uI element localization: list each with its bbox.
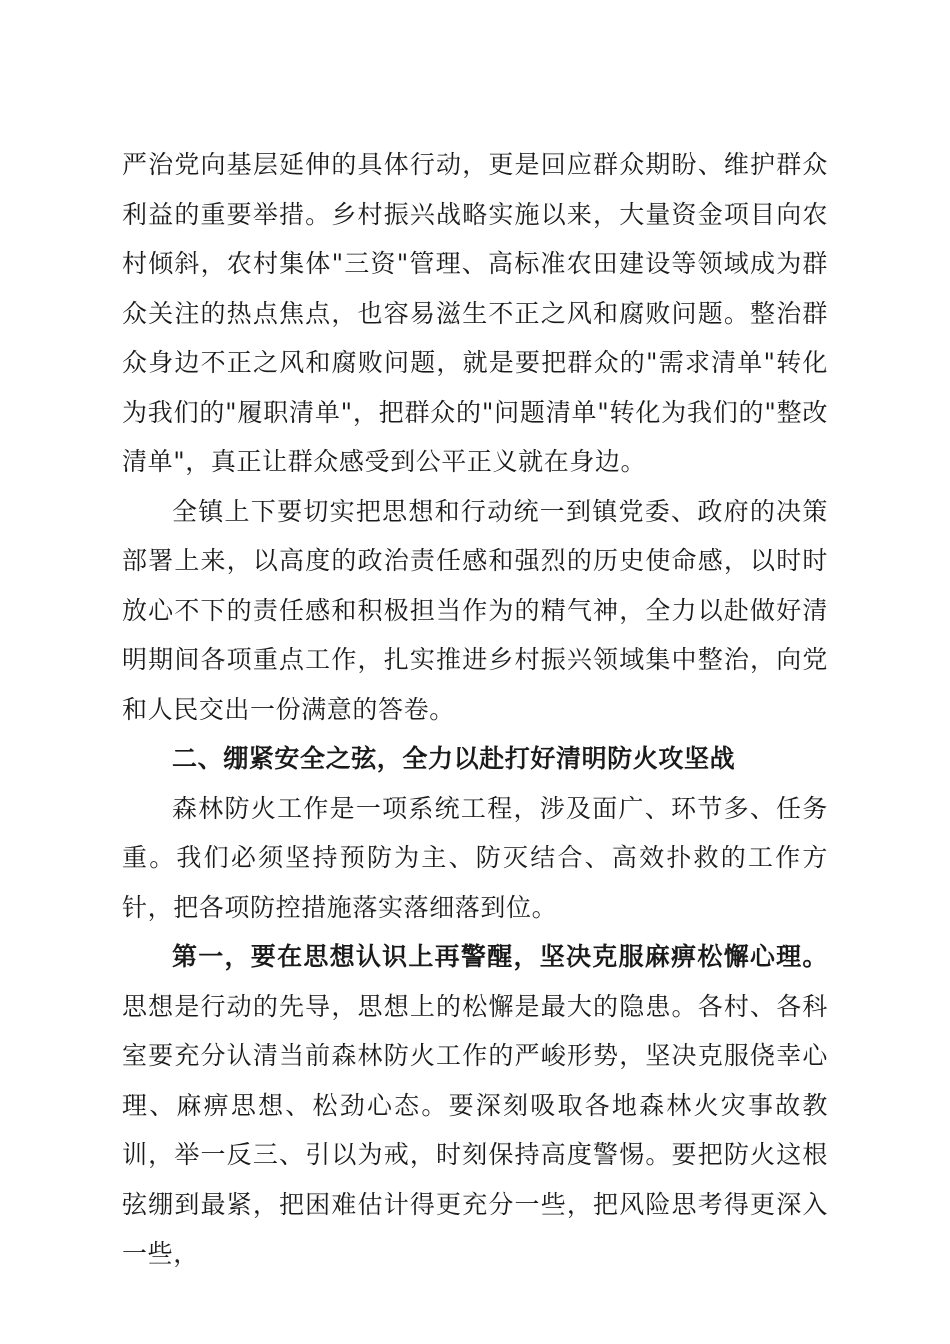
document-body [122,140,828,1279]
paragraph-first-point [122,932,828,1279]
paragraph-party-decision: 全镇上下要切实把思想和行动统一到镇党委、政府的决策部署上来，以高度的政治责任感和强烈的历史使命感，以时时放心不下的责任感和积极担当作为的精气神，全力以赴做好清明期间各项重点工作，扎实推进乡村振兴领域集中整治，向党和人民交出一份满意的答卷。 [122,496,828,724]
paragraph-continuation: 严治党向基层延伸的具体行动，更是回应群众期盼、维护群众利益的重要举措。乡村振兴战略实施以来，大量资金项目向农村倾斜，农村集体"三资"管理、高标准农田建设等领域成为群众关注的热点焦点，也容易滋生不正之风和腐败问题。整治群众身边不正之风和腐败问题，就是要把群众的"需求清单"转化为我们的"履职清单"，把群众的"问题清单"转化为我们的"整改清单"，真正让群众感受到公平正义就在身边。 [122,150,828,476]
first-point-lead-sentence: 第一，要在思想认识上再警醒，坚决克服麻痹松懈心理。 [172,942,828,971]
section-heading-fire-prevention: 二、绷紧安全之弦，全力以赴打好清明防火攻坚战 [172,744,736,773]
first-point-body: 思想是行动的先导，思想上的松懈是最大的隐患。各村、各科室要充分认清当前森林防火工作的严峻形势，坚决克服侥幸心理、麻痹思想、松劲心态。要深刻吸取各地森林火灾事故教训，举一反三、引以为戒，时刻保持高度警惕。要把防火这根弦绷到最紧，把困难估计得更充分一些，把风险思考得更深入一些， [122,991,828,1268]
paragraph-forest-fire-overview: 森林防火工作是一项系统工程，涉及面广、环节多、任务重。我们必须坚持预防为主、防灭结合、高效扑救的工作方针，把各项防控措施落实落细落到位。 [122,793,828,922]
